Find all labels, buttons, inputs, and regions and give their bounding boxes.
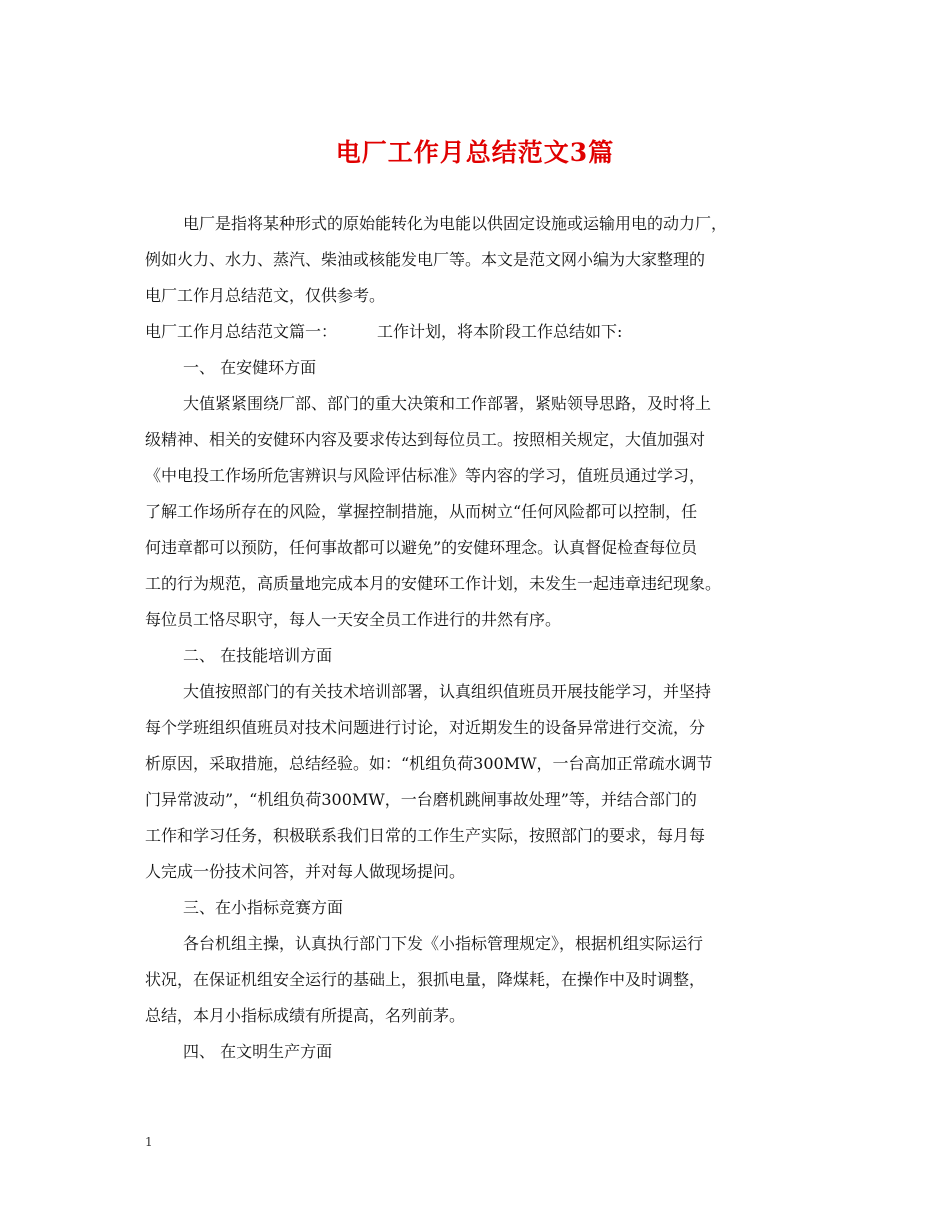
heading-indicators: 三、在小指标竞赛方面 — [183, 898, 344, 917]
heading-skills: 二、 在技能培训方面 — [183, 646, 333, 665]
paragraph-line: 级精神、相关的安健环内容及要求传达到每位员工。按照相关规定，大值加强对 — [145, 430, 706, 449]
paragraph-line: 每个学班组织值班员对技术问题进行讨论，对近期发生的设备异常进行交流，分 — [145, 718, 706, 737]
document-title: 电厂工作月总结范文3篇 — [335, 138, 615, 167]
page-number: 1 — [145, 1135, 153, 1149]
document-body — [145, 206, 810, 1070]
paragraph-line: 人完成一份技术问答，并对每人做现场提问。 — [145, 862, 466, 881]
paragraph-line: 工的行为规范，高质量地完成本月的安健环工作计划，未发生一起违章违纪现象。 — [145, 574, 722, 593]
heading-civilized-production: 四、 在文明生产方面 — [183, 1042, 333, 1061]
paragraph-line: 何违章都可以预防，任何事故都可以避免”的安健环理念。认真督促检查每位员 — [145, 538, 698, 557]
paragraph-line: 例如火力、水力、蒸汽、柴油或核能发电厂等。本文是范文网小编为大家整理的 — [145, 250, 706, 269]
paragraph-line: 工作和学习任务，积极联系我们日常的工作生产实际，按照部门的要求，每月每 — [145, 826, 706, 845]
section-header-line — [145, 314, 810, 350]
paragraph-line: 各台机组主操，认真执行部门下发《小指标管理规定》，根据机组实际运行 — [183, 934, 704, 953]
paragraph-line: 门异常波动”，“机组负荷300MW，一台磨机跳闸事故处理”等，并结合部门的 — [145, 790, 697, 809]
heading-safety: 一、 在安健环方面 — [183, 358, 317, 377]
paragraph-line: 大值按照部门的有关技术培训部署，认真组织值班员开展技能学习，并坚持 — [183, 682, 712, 701]
paragraph-line: 析原因，采取措施，总结经验。如：“机组负荷300MW，一台高加正常疏水调节 — [145, 754, 713, 773]
paragraph-line: 每位员工恪尽职守，每人一天安全员工作进行的井然有序。 — [145, 610, 562, 629]
paragraph-line: 状况，在保证机组安全运行的基础上，狠抓电量，降煤耗，在操作中及时调整， — [145, 970, 706, 989]
paragraph-line: 了解工作场所存在的风险，掌握控制措施，从而树立“任何风险都可以控制，任 — [145, 502, 698, 521]
paragraph-line: 大值紧紧围绕厂部、部门的重大决策和工作部署，紧贴领导思路，及时将上 — [183, 394, 712, 413]
paragraph-line: 总结，本月小指标成绩有所提高，名列前茅。 — [145, 1006, 466, 1025]
section-header-label: 电厂工作月总结范文篇一： — [145, 322, 338, 341]
paragraph-line: 电厂工作月总结范文，仅供参考。 — [145, 286, 386, 305]
section-header-text: 工作计划，将本阶段工作总结如下: — [377, 322, 623, 341]
paragraph-line: 《中电投工作场所危害辨识与风险评估标准》等内容的学习，值班员通过学习， — [145, 466, 706, 485]
paragraph-line: 电厂是指将某种形式的原始能转化为电能以供固定设施或运输用电的动力厂， — [183, 214, 728, 233]
